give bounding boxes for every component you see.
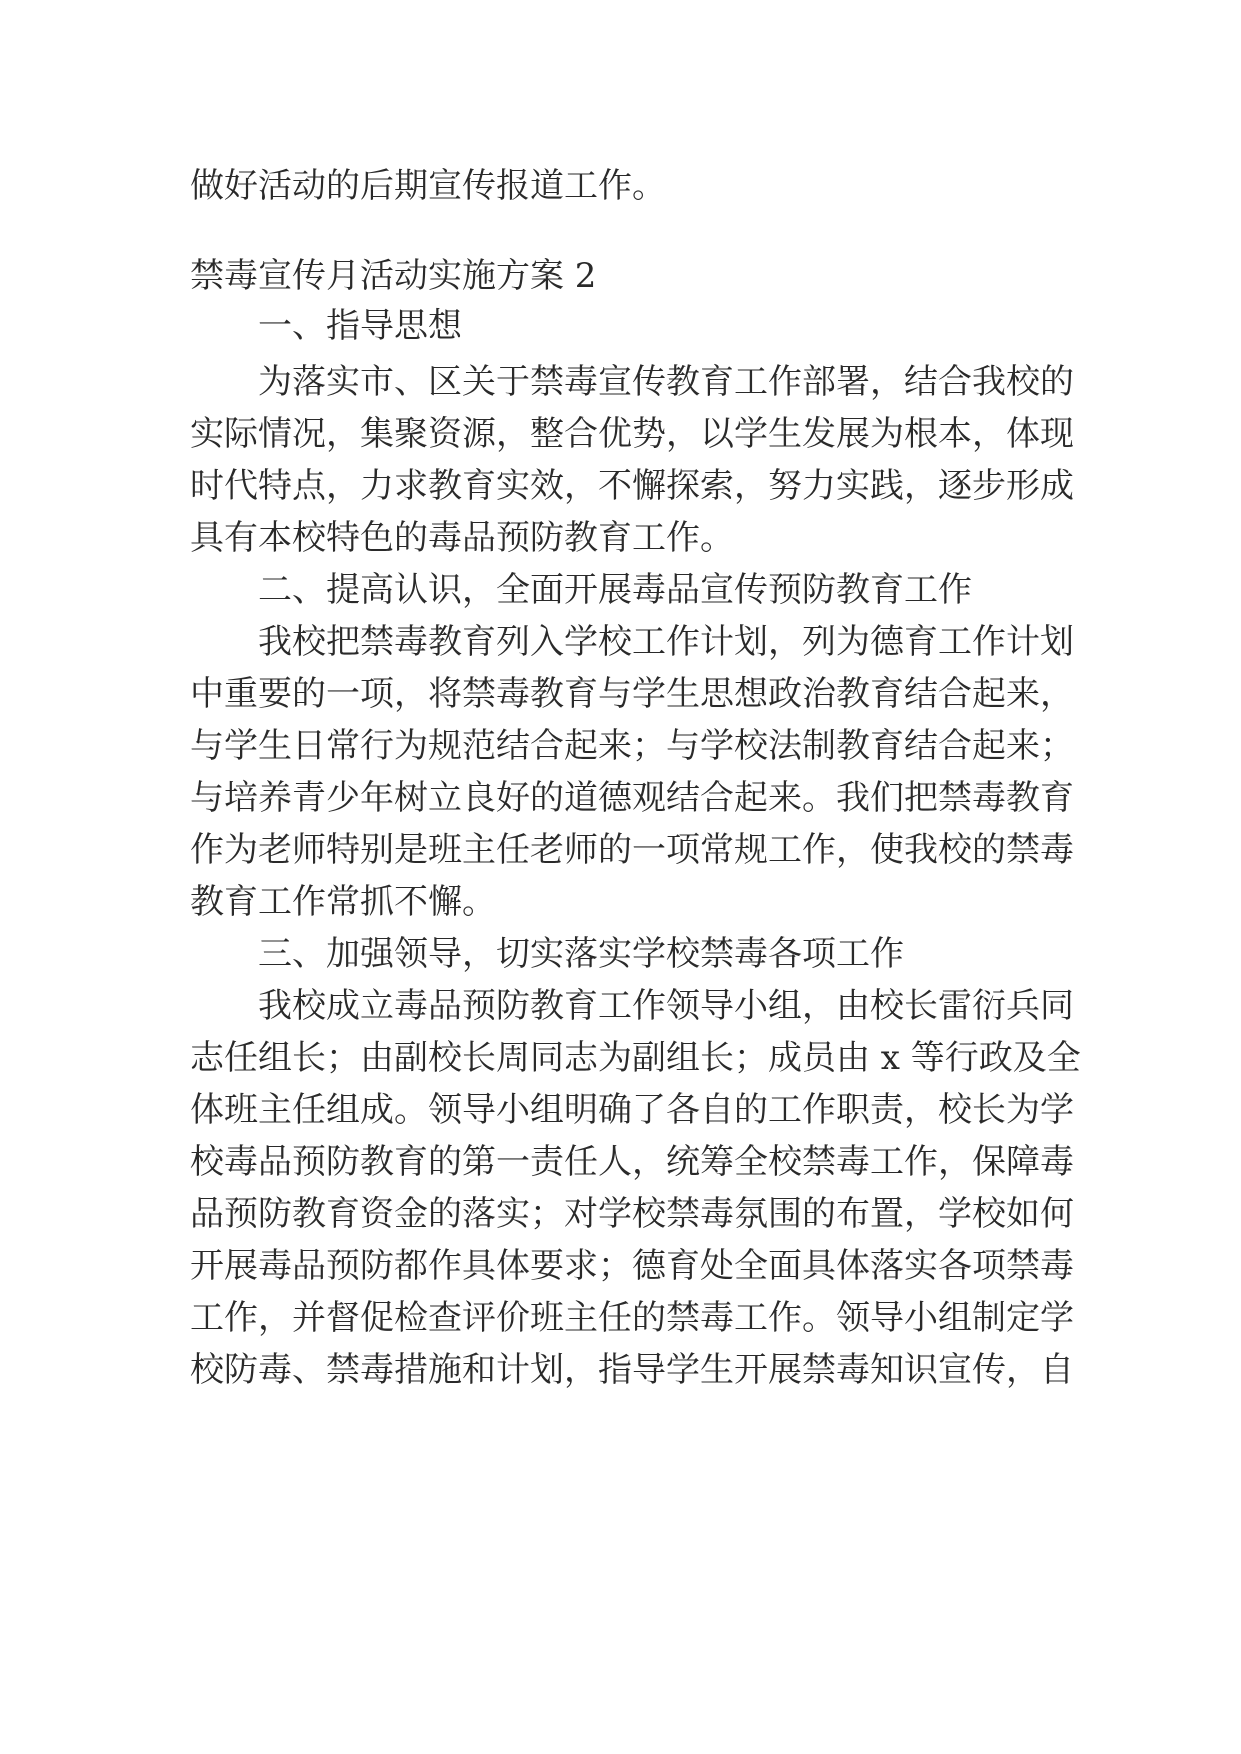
paragraph-line: 作为老师特别是班主任老师的一项常规工作，使我校的禁毒 [190, 830, 1074, 870]
paragraph-line: 实际情况，集聚资源，整合优势，以学生发展为根本，体现 [190, 414, 1074, 454]
section-title: 禁毒宣传月活动实施方案 2 [190, 256, 597, 296]
paragraph-line: 我校把禁毒教育列入学校工作计划，列为德育工作计划 [258, 622, 1074, 662]
heading-strengthen-leadership: 三、加强领导，切实落实学校禁毒各项工作 [258, 934, 904, 974]
paragraph-line: 品预防教育资金的落实；对学校禁毒氛围的布置，学校如何 [190, 1194, 1074, 1234]
paragraph-line: 与培养青少年树立良好的道德观结合起来。我们把禁毒教育 [190, 778, 1074, 818]
paragraph-line: 工作，并督促检查评价班主任的禁毒工作。领导小组制定学 [190, 1298, 1074, 1338]
paragraph-line: 中重要的一项，将禁毒教育与学生思想政治教育结合起来， [190, 674, 1074, 714]
paragraph-line: 与学生日常行为规范结合起来；与学校法制教育结合起来； [190, 726, 1074, 766]
paragraph-line: 校防毒、禁毒措施和计划，指导学生开展禁毒知识宣传，自 [190, 1350, 1074, 1390]
paragraph-line: 校毒品预防教育的第一责任人，统筹全校禁毒工作，保障毒 [190, 1142, 1074, 1182]
paragraph-line: 时代特点，力求教育实效，不懈探索，努力实践，逐步形成 [190, 466, 1074, 506]
paragraph-line: 我校成立毒品预防教育工作领导小组，由校长雷衍兵同 [258, 986, 1074, 1026]
paragraph-line: 开展毒品预防都作具体要求；德育处全面具体落实各项禁毒 [190, 1246, 1074, 1286]
paragraph-line: 体班主任组成。领导小组明确了各自的工作职责，校长为学 [190, 1090, 1074, 1130]
paragraph-line: 做好活动的后期宣传报道工作。 [190, 166, 666, 206]
heading-guiding-ideology: 一、指导思想 [258, 306, 462, 346]
paragraph-line: 为落实市、区关于禁毒宣传教育工作部署，结合我校的 [258, 362, 1074, 402]
heading-raise-awareness: 二、提高认识，全面开展毒品宣传预防教育工作 [258, 570, 972, 610]
paragraph-line: 教育工作常抓不懈。 [190, 882, 496, 922]
paragraph-line: 志任组长；由副校长周同志为副组长；成员由 x 等行政及全 [190, 1038, 1081, 1078]
paragraph-line: 具有本校特色的毒品预防教育工作。 [190, 518, 734, 558]
